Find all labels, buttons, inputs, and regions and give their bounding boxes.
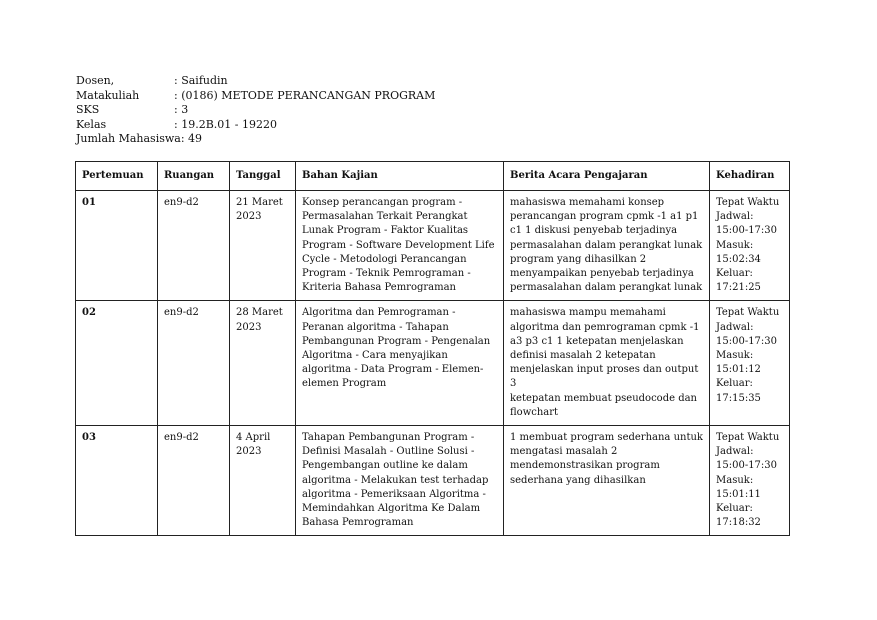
jumlah-mahasiswa-value: : 49 xyxy=(180,132,203,146)
tanggal-cell: 28 Maret 2023 xyxy=(230,301,296,426)
ruangan-cell: en9-d2 xyxy=(158,191,230,301)
table-header-row xyxy=(76,162,790,191)
jumlah-mahasiswa-label: Jumlah Mahasiswa xyxy=(76,132,181,146)
dosen-label: Dosen, xyxy=(76,74,115,87)
kehadiran-cell: Tepat Waktu Jadwal: 15:00-17:30 Masuk: 15:01:12 Keluar: 17:15:35 xyxy=(710,301,790,426)
pertemuan-cell: 01 xyxy=(76,191,158,301)
kelas-value: : 19.2B.01 - 19220 xyxy=(174,117,277,131)
table-row xyxy=(76,301,790,426)
column-header-ruangan: Ruangan xyxy=(158,162,230,191)
tanggal-cell: 4 April 2023 xyxy=(230,426,296,536)
column-header-bahan-kajian: Bahan Kajian xyxy=(296,162,504,191)
dosen-row xyxy=(76,74,435,89)
berita-acara-cell: mahasiswa mampu memahami algoritma dan pemrograman cpmk -1 a3 p3 c1 1 ketepatan menjelaskan definisi masalah 2 ketepatan menjelaskan input proses dan output 3 ketepatan membuat pseudocode dan flowchart xyxy=(504,301,710,426)
column-header-pertemuan: Pertemuan xyxy=(76,162,158,191)
sks-row xyxy=(76,103,435,118)
matakuliah-row xyxy=(76,89,435,104)
kelas-row xyxy=(76,118,435,133)
kehadiran-cell: Tepat Waktu Jadwal: 15:00-17:30 Masuk: 15:02:34 Keluar: 17:21:25 xyxy=(710,191,790,301)
table-row xyxy=(76,426,790,536)
matakuliah-value: : (0186) METODE PERANCANGAN PROGRAM xyxy=(174,88,436,102)
berita-acara-cell: mahasiswa memahami konsep perancangan program cpmk -1 a1 p1 c1 1 diskusi penyebab terjadinya permasalahan dalam perangkat lunak program yang dihasilkan 2 menyampaikan penyebab terjadinya permasalahan dalam perangkat lunak xyxy=(504,191,710,301)
jumlah-mahasiswa-row xyxy=(76,132,435,147)
ruangan-cell: en9-d2 xyxy=(158,426,230,536)
ruangan-cell: en9-d2 xyxy=(158,301,230,426)
column-header-tanggal: Tanggal xyxy=(230,162,296,191)
kelas-label: Kelas xyxy=(76,117,107,131)
bahan-kajian-cell: Konsep perancangan program - Permasalahan Terkait Perangkat Lunak Program - Faktor Kualitas Program - Software Development Life Cycle - Metodologi Perancangan Program - Teknik Pemrograman - Kriteria Bahasa Pemrograman xyxy=(296,191,504,301)
kehadiran-cell: Tepat Waktu Jadwal: 15:00-17:30 Masuk: 15:01:11 Keluar: 17:18:32 xyxy=(710,426,790,536)
bahan-kajian-cell: Algoritma dan Pemrograman - Peranan algoritma - Tahapan Pembangunan Program - Pengenalan Algoritma - Cara menyajikan algoritma - Data Program - Elemen- elemen Program xyxy=(296,301,504,426)
berita-acara-cell: 1 membuat program sederhana untuk mengatasi masalah 2 mendemonstrasikan program sederhana yang dihasilkan xyxy=(504,426,710,536)
sks-value: : 3 xyxy=(174,103,189,117)
bahan-kajian-cell: Tahapan Pembangunan Program - Definisi Masalah - Outline Solusi - Pengembangan outline ke dalam algoritma - Melakukan test terhadap algoritma - Pemeriksaan Algoritma - Memindahkan Algoritma Ke Dalam Bahasa Pemrograman xyxy=(296,426,504,536)
table-row xyxy=(76,191,790,301)
column-header-berita-acara: Berita Acara Pengajaran xyxy=(504,162,710,191)
pertemuan-cell: 03 xyxy=(76,426,158,536)
matakuliah-label: Matakuliah xyxy=(76,88,140,102)
course-info-header xyxy=(76,74,435,147)
pertemuan-cell: 02 xyxy=(76,301,158,426)
teaching-journal-table xyxy=(75,161,790,536)
dosen-value: : Saifudin xyxy=(174,74,228,87)
column-header-kehadiran: Kehadiran xyxy=(710,162,790,191)
tanggal-cell: 21 Maret 2023 xyxy=(230,191,296,301)
sks-label: SKS xyxy=(76,103,100,117)
